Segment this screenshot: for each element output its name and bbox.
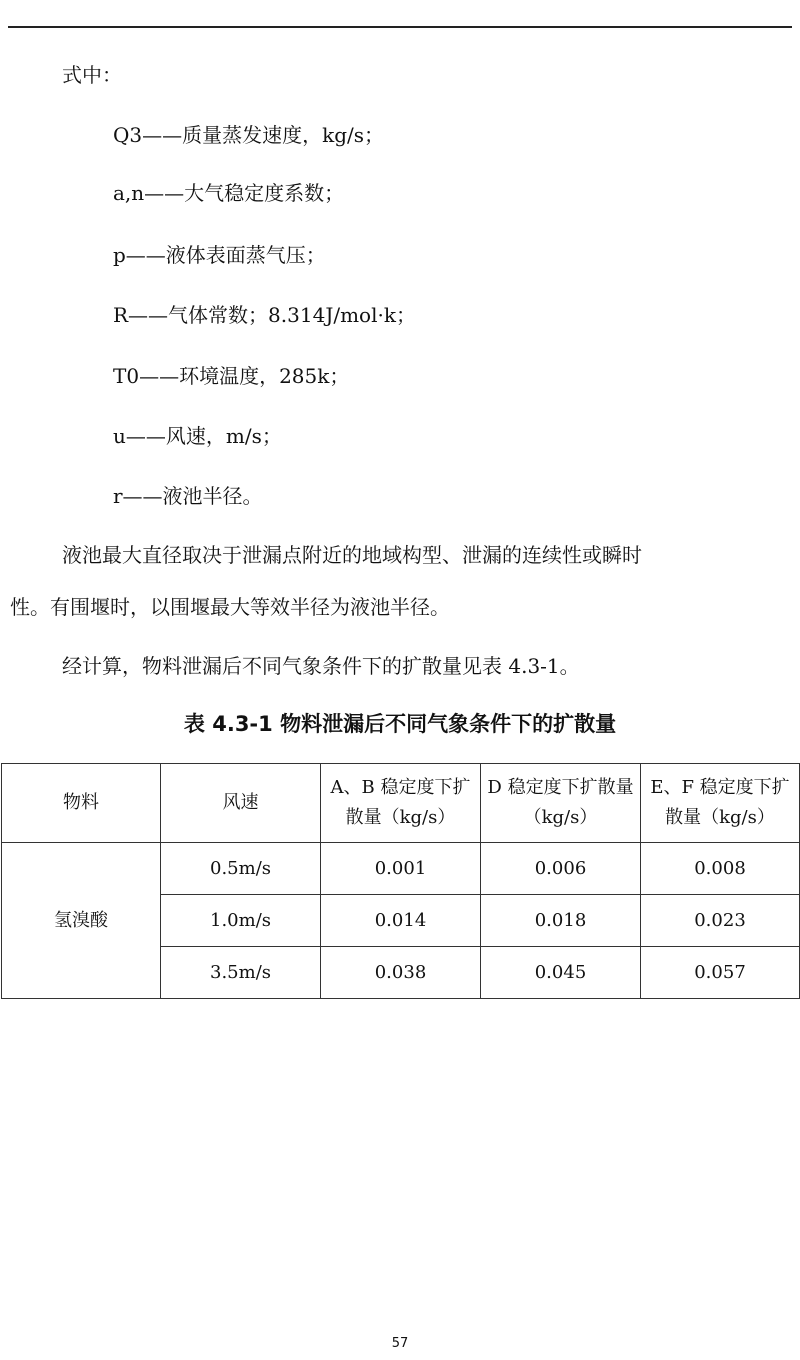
ab-value-cell: 0.001 [321,843,481,895]
definition-r-gas: R——气体常数；8.314J/mol·k； [113,303,416,327]
paragraph-1-line-2: 性。有围堰时，以围堰最大等效半径为液池半径。 [10,595,450,619]
definition-t0: T0——环境温度，285k； [113,364,350,388]
header-d-stability: D 稳定度下扩散量（kg/s） [481,764,641,843]
table-header-row [2,764,800,843]
page-number: 57 [391,1336,409,1351]
definition-u: u——风速，m/s； [113,424,282,448]
header-wind-speed: 风速 [161,764,321,843]
ef-value-cell: 0.023 [641,895,800,947]
header-ab-stability: A、B 稳定度下扩散量（kg/s） [321,764,481,843]
d-value-cell: 0.006 [481,843,641,895]
definition-r-pool: r——液池半径。 [113,484,263,508]
intro-text: 式中： [62,63,122,87]
ab-value-cell: 0.038 [321,947,481,999]
wind-speed-cell: 1.0m/s [161,895,321,947]
d-value-cell: 0.045 [481,947,641,999]
table-caption: 表 4.3-1 物料泄漏后不同气象条件下的扩散量 [183,712,617,736]
wind-speed-cell: 0.5m/s [161,843,321,895]
material-cell: 氢溴酸 [2,843,161,999]
diffusion-table [1,763,800,999]
d-value-cell: 0.018 [481,895,641,947]
definition-p: p——液体表面蒸气压； [113,243,326,267]
definition-q3: Q3——质量蒸发速度，kg/s； [113,123,385,147]
ef-value-cell: 0.008 [641,843,800,895]
header-rule [8,26,792,28]
definition-a-n: a,n——大气稳定度系数； [113,181,345,205]
header-material: 物料 [2,764,161,843]
paragraph-2: 经计算，物料泄漏后不同气象条件下的扩散量见表 4.3-1。 [62,654,580,678]
paragraph-1-line-1: 液池最大直径取决于泄漏点附近的地域构型、泄漏的连续性或瞬时 [62,543,642,567]
table-row [2,843,800,895]
header-ef-stability: E、F 稳定度下扩散量（kg/s） [641,764,800,843]
ab-value-cell: 0.014 [321,895,481,947]
ef-value-cell: 0.057 [641,947,800,999]
wind-speed-cell: 3.5m/s [161,947,321,999]
